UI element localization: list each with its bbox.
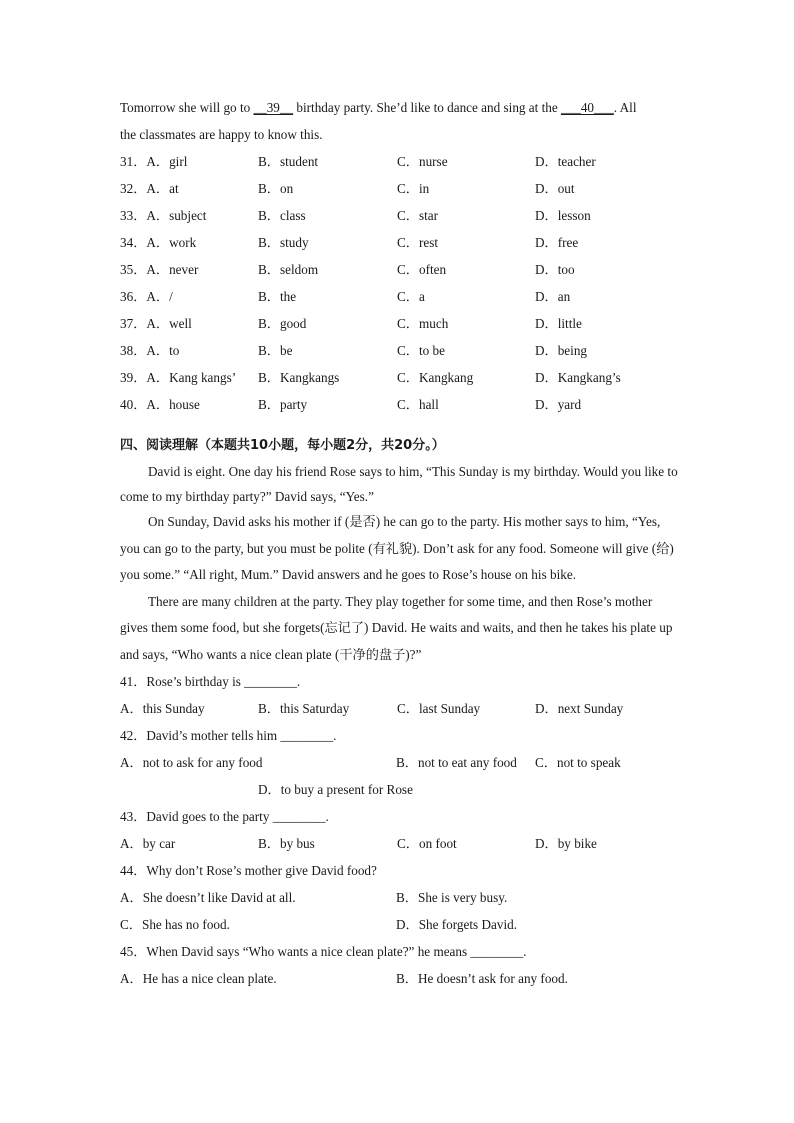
intro-line-2 <box>120 121 680 148</box>
page-content <box>120 94 680 992</box>
cloze-question-40 <box>120 391 680 418</box>
intro-text: . All <box>613 100 637 115</box>
option-c: C．a <box>397 289 425 304</box>
question-44-options-2 <box>120 911 680 938</box>
question-42-options <box>120 749 680 776</box>
option-a: 34．A．work <box>120 235 197 250</box>
option-b: B．party <box>258 397 308 412</box>
option-b: B．seldom <box>258 262 319 277</box>
option-d: D．She forgets David. <box>396 917 517 932</box>
option-d: D．out <box>535 181 575 196</box>
blank-40: ___40___ <box>561 100 614 115</box>
option-a: A．by car <box>120 836 176 851</box>
passage-paragraph-3: There are many children at the party. They play together for some time, and then Rose’s mother gives them some food, but she forgets(忘记了) David. He waits and waits, and then he takes his plate up and says, “Who wants a nice clean plate (干净的盘子)?” <box>120 593 673 662</box>
option-c: C．on foot <box>397 836 457 851</box>
question-43-options <box>120 830 680 857</box>
option-a: A．this Sunday <box>120 701 205 716</box>
cloze-question-34 <box>120 229 680 256</box>
option-a: 35．A．never <box>120 262 199 277</box>
question-41-options <box>120 695 680 722</box>
option-b: B．by bus <box>258 836 315 851</box>
option-c: C．not to speak <box>535 755 621 770</box>
option-a: 31．A．girl <box>120 154 188 169</box>
option-b: B．this Saturday <box>258 701 350 716</box>
option-c: C．Kangkang <box>397 370 474 385</box>
option-b: B．be <box>258 343 293 358</box>
cloze-question-36 <box>120 283 680 310</box>
cloze-question-39 <box>120 364 680 391</box>
option-b: B．not to eat any food <box>396 755 517 770</box>
option-d: D．lesson <box>535 208 591 223</box>
option-a: 36．A．/ <box>120 289 173 304</box>
option-d: D．little <box>535 316 582 331</box>
option-c: C．to be <box>397 343 445 358</box>
option-b: B．He doesn’t ask for any food. <box>396 971 568 986</box>
section-heading: 四、阅读理解（本题共10小题，每小题2分，共20分。） <box>120 438 445 453</box>
cloze-question-33 <box>120 202 680 229</box>
intro-line-1 <box>120 94 680 121</box>
question-45-options <box>120 965 680 992</box>
option-c: C．rest <box>397 235 439 250</box>
intro-text: birthday party. She’d like to dance and sing at the <box>293 100 562 115</box>
cloze-question-32 <box>120 175 680 202</box>
option-a: 39．A．Kang kangs’ <box>120 370 237 385</box>
option-c: C．nurse <box>397 154 448 169</box>
option-b: B．the <box>258 289 297 304</box>
cloze-question-35 <box>120 256 680 283</box>
option-c: C．She has no food. <box>120 917 230 932</box>
intro-text: Tomorrow she will go to <box>120 100 254 115</box>
option-a: A．She doesn’t like David at all. <box>120 890 296 905</box>
option-d: D．Kangkang’s <box>535 370 621 385</box>
option-d: D．an <box>535 289 571 304</box>
option-b: B．student <box>258 154 319 169</box>
blank-39: __39__ <box>253 100 294 115</box>
cloze-question-31 <box>120 148 680 175</box>
option-a: 38．A．to <box>120 343 180 358</box>
option-d: D．teacher <box>535 154 596 169</box>
option-b: B．Kangkangs <box>258 370 340 385</box>
option-a: 32．A．at <box>120 181 179 196</box>
cloze-question-38 <box>120 337 680 364</box>
option-b: B．study <box>258 235 309 250</box>
question-42-stem: 42．David’s mother tells him ________. <box>120 728 337 743</box>
option-d: D．being <box>535 343 588 358</box>
question-44-stem: 44．Why don’t Rose’s mother give David food? <box>120 863 377 878</box>
option-c: C．in <box>397 181 430 196</box>
option-a: A．He has a nice clean plate. <box>120 971 277 986</box>
option-d: D．to buy a present for Rose <box>258 782 413 797</box>
passage-paragraph-1: David is eight. One day his friend Rose says to him, “This Sunday is my birthday. Would you like to come to my birthday party?” David says, “Yes.” <box>120 464 678 504</box>
passage-paragraph-2: On Sunday, David asks his mother if (是否) he can go to the party. His mother says to him, “Yes, you can go to the party, but you must be polite (有礼貌). Don’t ask for any food. Someone will give (给) you some.” “All right, Mum.” David answers and he goes to Rose’s house on his bike. <box>120 514 674 582</box>
cloze-question-37 <box>120 310 680 337</box>
option-a: A．not to ask for any food <box>120 755 263 770</box>
option-b: B．class <box>258 208 306 223</box>
option-c: C．much <box>397 316 449 331</box>
question-41-stem: 41．Rose’s birthday is ________. <box>120 674 301 689</box>
option-d: D．free <box>535 235 579 250</box>
question-43-stem: 43．David goes to the party ________. <box>120 809 329 824</box>
option-c: C．hall <box>397 397 439 412</box>
option-b: B．on <box>258 181 294 196</box>
option-d: D．next Sunday <box>535 701 624 716</box>
option-a: 33．A．subject <box>120 208 207 223</box>
question-42-options-2 <box>120 776 680 803</box>
option-c: C．last Sunday <box>397 701 481 716</box>
option-d: D．yard <box>535 397 582 412</box>
question-45-stem: 45．When David says “Who wants a nice clean plate?” he means ________. <box>120 944 527 959</box>
option-a: 37．A．well <box>120 316 192 331</box>
intro-text: the classmates are happy to know this. <box>120 127 323 142</box>
option-d: D．too <box>535 262 575 277</box>
question-44-options <box>120 884 680 911</box>
option-a: 40．A．house <box>120 397 200 412</box>
option-b: B．good <box>258 316 307 331</box>
option-c: C．star <box>397 208 439 223</box>
option-d: D．by bike <box>535 836 597 851</box>
option-c: C．often <box>397 262 447 277</box>
option-b: B．She is very busy. <box>396 890 508 905</box>
